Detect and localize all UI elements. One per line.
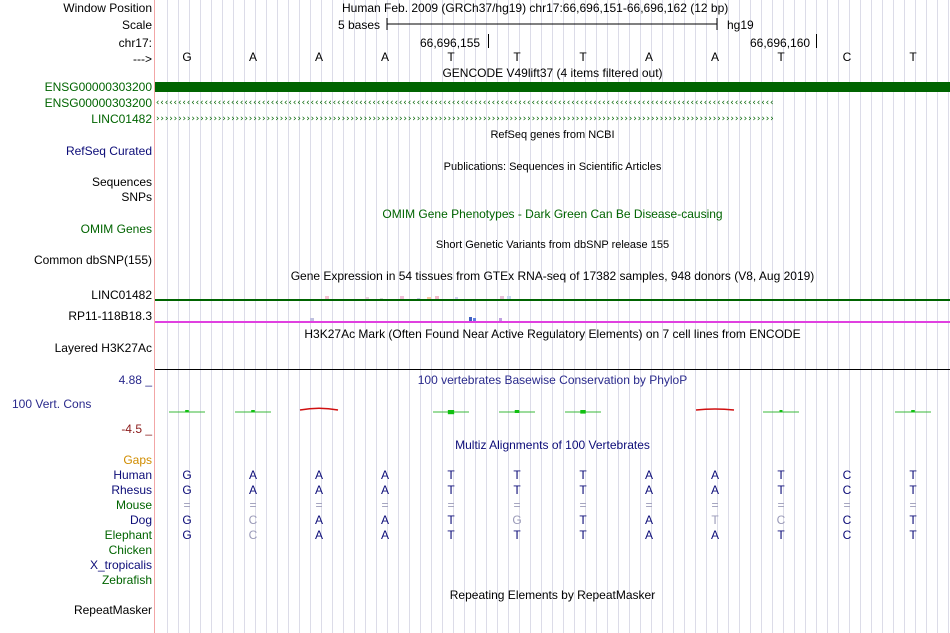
- publications-title[interactable]: Publications: Sequences in Scientific Articles: [443, 161, 662, 173]
- alignment-base: =: [315, 498, 323, 512]
- sequences-track-label[interactable]: Sequences: [91, 175, 152, 189]
- alignment-base: A: [710, 468, 719, 482]
- alignment-base: T: [447, 483, 455, 497]
- alignment-base: A: [644, 483, 653, 497]
- h3k27ac-track-label[interactable]: Layered H3K27Ac: [54, 341, 152, 355]
- gtex-graph[interactable]: [155, 288, 950, 326]
- base-letter: C: [842, 50, 852, 64]
- repeatmasker-track-label[interactable]: RepeatMasker: [73, 603, 152, 617]
- base-letter: A: [380, 50, 389, 64]
- phylop-score-mark: [763, 410, 799, 412]
- refseq-track-label[interactable]: RefSeq Curated: [65, 144, 152, 158]
- base-letter: T: [513, 50, 521, 64]
- gencode-exon-bar[interactable]: [155, 82, 950, 92]
- alignment-base: T: [579, 528, 587, 542]
- alignment-base: =: [513, 498, 521, 512]
- window-position-label: Window Position: [63, 1, 152, 15]
- alignment-base: C: [842, 468, 852, 482]
- alignment-base: T: [909, 513, 917, 527]
- alignment-base: T: [909, 528, 917, 542]
- assembly-position-text: Human Feb. 2009 (GRCh37/hg19) chr17:66,696,151-66,696,162 (12 bp): [342, 1, 729, 15]
- alignment-base: T: [909, 468, 917, 482]
- base-letter: T: [777, 50, 785, 64]
- gtex-row-label[interactable]: LINC01482: [91, 288, 152, 302]
- refseq-title[interactable]: RefSeq genes from NCBI: [490, 129, 615, 141]
- gencode-intron-forward[interactable]: ››››››››››››››››››››››››››››››››››››››››››››››››››››››››››››››››››››››››››››››››››››››››››››››››››››››››››››››››››››››››››››››››››››››››››››: [155, 114, 774, 124]
- multiz-title[interactable]: Multiz Alignments of 100 Vertebrates: [455, 438, 650, 452]
- phylop-score-mark: [433, 410, 469, 414]
- alignment-base: C: [248, 528, 258, 542]
- species-label[interactable]: Elephant: [104, 528, 152, 542]
- alignment-base: T: [513, 483, 521, 497]
- alignment-base: C: [248, 513, 258, 527]
- alignment-base: =: [183, 498, 191, 512]
- alignment-base: T: [447, 513, 455, 527]
- alignment-base: A: [380, 468, 389, 482]
- alignment-base: A: [380, 513, 389, 527]
- species-label[interactable]: Zebrafish: [101, 573, 152, 587]
- alignment-base: A: [314, 468, 323, 482]
- alignment-base: A: [314, 513, 323, 527]
- alignment-base: =: [447, 498, 455, 512]
- phylop-graph[interactable]: [155, 400, 950, 422]
- alignment-base: T: [579, 468, 587, 482]
- alignment-base: A: [644, 513, 653, 527]
- scale-text: 5 bases: [338, 18, 381, 32]
- strand-arrow-label: --->: [133, 52, 152, 66]
- alignment-base: G: [512, 513, 522, 527]
- gtex-row-label[interactable]: RP11-118B18.3: [68, 309, 152, 323]
- alignment-base: T: [777, 468, 785, 482]
- species-label[interactable]: X_tropicalis: [89, 558, 152, 572]
- base-letter: A: [710, 50, 719, 64]
- gencode-item-label[interactable]: ENSG00000303200: [44, 96, 152, 110]
- alignment-base: =: [777, 498, 785, 512]
- h3k27ac-title[interactable]: H3K27Ac Mark (Often Found Near Active Regulatory Elements) on 7 cell lines from ENCODE: [304, 327, 801, 341]
- alignment-base: A: [710, 483, 719, 497]
- alignment-base: =: [381, 498, 389, 512]
- phylop-score-mark: [300, 408, 338, 410]
- species-label[interactable]: Chicken: [108, 543, 152, 557]
- snps-track-label[interactable]: SNPs: [121, 190, 152, 204]
- browser-track-area[interactable]: [155, 0, 950, 633]
- phylop-score-mark: [696, 409, 734, 410]
- phylop-score-mark: [169, 410, 205, 412]
- scale-bar: [386, 17, 719, 31]
- alignment-base: C: [776, 513, 786, 527]
- alignment-base: =: [843, 498, 851, 512]
- base-letter: A: [248, 50, 257, 64]
- alignment-base: G: [182, 513, 192, 527]
- phylop-score-mark: [499, 410, 535, 413]
- alignment-base: A: [710, 528, 719, 542]
- alignment-base: =: [579, 498, 587, 512]
- phylop-score-mark: [895, 410, 931, 412]
- alignment-base: T: [777, 528, 785, 542]
- alignment-base: T: [579, 483, 587, 497]
- alignment-base: T: [777, 483, 785, 497]
- alignment-base: A: [380, 528, 389, 542]
- gaps-label: Gaps: [123, 453, 152, 467]
- alignment-base: A: [644, 528, 653, 542]
- alignment-base: A: [248, 483, 257, 497]
- gtex-title[interactable]: Gene Expression in 54 tissues from GTEx RNA-seq of 17382 samples, 948 donors (V8, Aug 2019): [290, 269, 815, 283]
- h3k27ac-baseline: [155, 369, 950, 370]
- alignment-base: C: [842, 528, 852, 542]
- coordinate-right-tick: [816, 34, 817, 48]
- phylop-max-label: 4.88 _: [118, 373, 152, 387]
- alignment-base: C: [842, 513, 852, 527]
- species-label[interactable]: Human: [113, 468, 152, 482]
- alignment-base: G: [182, 528, 192, 542]
- phylop-score-mark: [565, 410, 601, 414]
- alignment-base: A: [314, 528, 323, 542]
- gencode-intron-reverse[interactable]: ‹‹‹‹‹‹‹‹‹‹‹‹‹‹‹‹‹‹‹‹‹‹‹‹‹‹‹‹‹‹‹‹‹‹‹‹‹‹‹‹‹‹‹‹‹‹‹‹‹‹‹‹‹‹‹‹‹‹‹‹‹‹‹‹‹‹‹‹‹‹‹‹‹‹‹‹‹‹‹‹‹‹‹‹‹‹‹‹‹‹‹‹‹‹‹‹‹‹‹‹‹‹‹‹‹‹‹‹‹‹‹‹‹‹‹‹‹‹‹‹‹‹‹‹‹‹‹‹‹‹‹‹‹‹‹‹‹‹‹‹: [155, 98, 774, 108]
- species-label[interactable]: Mouse: [115, 498, 152, 512]
- base-letter: G: [182, 50, 192, 64]
- base-letter: T: [579, 50, 587, 64]
- base-letter: T: [447, 50, 455, 64]
- alignment-base: =: [249, 498, 257, 512]
- coordinate-left-tick: [488, 34, 489, 48]
- alignment-base: T: [909, 483, 917, 497]
- phylop-title[interactable]: 100 vertebrates Basewise Conservation by PhyloP: [417, 373, 688, 387]
- base-letter: A: [314, 50, 323, 64]
- gencode-item-label[interactable]: LINC01482: [91, 112, 152, 126]
- scale-label: Scale: [121, 18, 152, 32]
- db-text: hg19: [727, 18, 754, 32]
- alignment-base: C: [842, 483, 852, 497]
- base-letter: T: [909, 50, 917, 64]
- alignment-base: T: [447, 528, 455, 542]
- dbsnp-title[interactable]: Short Genetic Variants from dbSNP release 155: [435, 239, 670, 251]
- alignment-base: A: [644, 468, 653, 482]
- species-label[interactable]: Dog: [129, 513, 152, 527]
- base-letter: A: [644, 50, 653, 64]
- species-label[interactable]: Rhesus: [111, 483, 152, 497]
- track-labels-panel: [0, 0, 154, 633]
- alignment-base: G: [182, 468, 192, 482]
- coordinate-left: 66,696,155: [420, 36, 481, 50]
- coordinate-right: 66,696,160: [750, 36, 811, 50]
- alignment-base: A: [314, 483, 323, 497]
- phylop-track-label[interactable]: 100 Vert. Cons: [12, 397, 92, 411]
- dbsnp-track-label[interactable]: Common dbSNP(155): [33, 253, 152, 267]
- gencode-item-label[interactable]: ENSG00000303200: [44, 80, 152, 94]
- alignment-base: T: [513, 468, 521, 482]
- phylop-score-mark: [235, 410, 271, 412]
- alignment-base: T: [447, 468, 455, 482]
- omim-track-label[interactable]: OMIM Genes: [80, 222, 152, 236]
- repeatmasker-title[interactable]: Repeating Elements by RepeatMasker: [449, 588, 656, 602]
- chrom-label: chr17:: [118, 36, 152, 50]
- alignment-base: =: [909, 498, 917, 512]
- alignment-base: T: [711, 513, 719, 527]
- alignment-base: T: [579, 513, 587, 527]
- phylop-min-label: -4.5 _: [121, 422, 152, 436]
- alignment-base: A: [380, 483, 389, 497]
- alignment-base: T: [513, 528, 521, 542]
- alignment-base: A: [248, 468, 257, 482]
- gencode-title[interactable]: GENCODE V49lift37 (4 items filtered out): [442, 66, 663, 80]
- alignment-base: =: [711, 498, 719, 512]
- alignment-base: G: [182, 483, 192, 497]
- alignment-base: =: [645, 498, 653, 512]
- omim-title[interactable]: OMIM Gene Phenotypes - Dark Green Can Be Disease-causing: [382, 207, 723, 221]
